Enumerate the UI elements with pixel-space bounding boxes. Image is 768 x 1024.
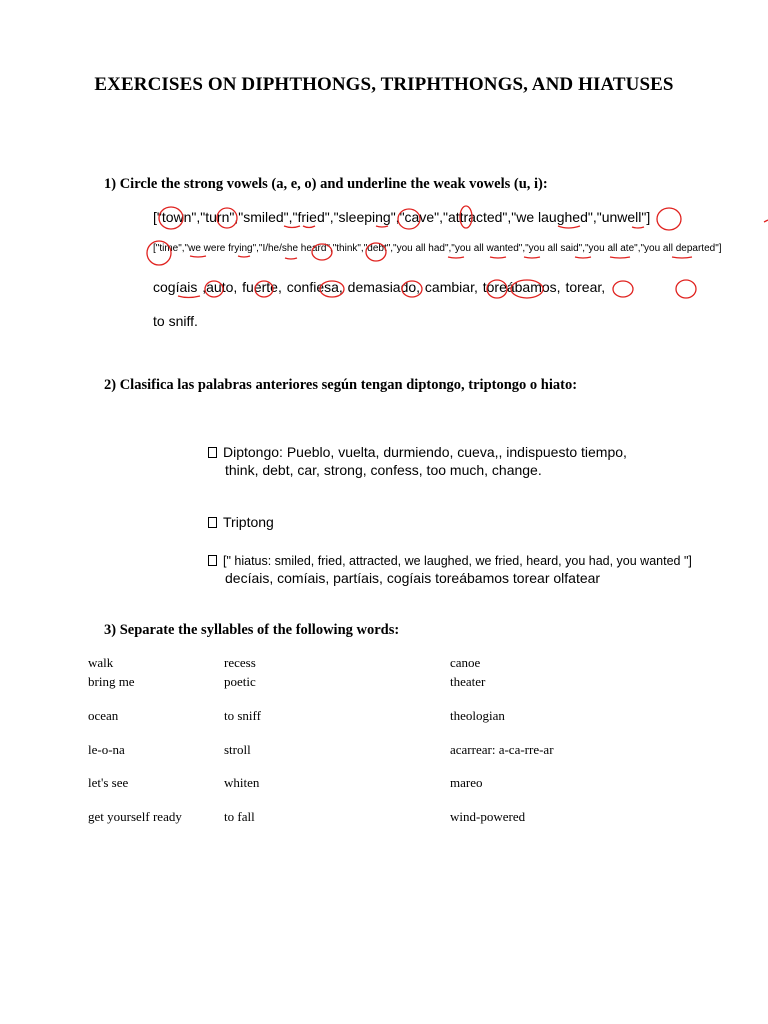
q2-diptongo bbox=[208, 444, 627, 460]
q1-line-4: to sniff. bbox=[153, 313, 198, 329]
table-cell: canoe bbox=[450, 655, 481, 670]
annotation-underline bbox=[303, 226, 315, 228]
q1-line-3: cogíais ,auto, fuerte, confiesa, demasiado, cambiar, toreábamos, torear, bbox=[153, 279, 606, 295]
q2-hiato-line-2: decíais, comíais, partíais, cogíais toreábamos torear olfatear bbox=[225, 570, 601, 586]
annotation-underline bbox=[448, 257, 464, 258]
q1-line-2: ["time","we were frying","I/he/she heard","think","debt","you all had","you all wanted","you all said","you all ate","you all departed"] bbox=[153, 243, 722, 254]
annotation-underline bbox=[376, 226, 388, 227]
table-cell: le-o-na bbox=[88, 742, 125, 757]
annotation-underline bbox=[610, 257, 630, 258]
annotation-underline bbox=[524, 257, 540, 258]
annotation-underline bbox=[284, 226, 300, 228]
q2-triptongo-label: Triptong bbox=[223, 514, 274, 530]
table-cell: walk bbox=[88, 655, 114, 670]
table-cell: wind-powered bbox=[450, 809, 526, 824]
annotation-underline bbox=[764, 220, 768, 222]
table-cell: let's see bbox=[88, 775, 129, 790]
q2-diptongo-line-1: Diptongo: Pueblo, vuelta, durmiendo, cueva,, indispuesto tiempo, bbox=[223, 444, 627, 460]
table-cell: theologian bbox=[450, 708, 505, 723]
q2-hiato bbox=[208, 554, 692, 568]
table-cell: recess bbox=[224, 655, 256, 670]
q2-triptongo bbox=[208, 514, 274, 530]
annotation-underline bbox=[558, 226, 580, 228]
table-cell: to fall bbox=[224, 809, 255, 824]
q2-hiato-line-1: [" hiatus: smiled, fried, attracted, we laughed, we fried, heard, you had, you wanted "] bbox=[223, 554, 692, 568]
annotation-circle bbox=[657, 208, 681, 230]
annotation-underline bbox=[632, 227, 644, 228]
page-title: EXERCISES ON DIPHTHONGS, TRIPHTHONGS, AND HIATUSES bbox=[94, 74, 674, 95]
q1-heading: 1) Circle the strong vowels (a, e, o) and underline the weak vowels (u, i): bbox=[104, 176, 548, 192]
table-cell: poetic bbox=[224, 674, 256, 689]
table-cell: whiten bbox=[224, 775, 260, 790]
table-cell: get yourself ready bbox=[88, 809, 182, 824]
q1-line-1: ["town","turn","smiled","fried","sleeping","cave","attracted","we laughed","unwell"] bbox=[153, 209, 651, 225]
annotation-underline bbox=[178, 296, 200, 298]
annotation-underline bbox=[575, 257, 591, 258]
annotation-underline bbox=[490, 257, 506, 258]
q3-heading: 3) Separate the syllables of the following words: bbox=[104, 622, 400, 638]
annotation-underline bbox=[672, 257, 692, 258]
table-cell: ocean bbox=[88, 708, 119, 723]
annotation-underline bbox=[238, 256, 250, 257]
table-cell: acarrear: a-ca-rre-ar bbox=[450, 742, 554, 757]
table-cell: mareo bbox=[450, 775, 483, 790]
annotation-underline bbox=[285, 258, 297, 259]
q2-heading: 2) Clasifica las palabras anteriores según tengan diptongo, triptongo o hiato: bbox=[104, 377, 578, 393]
table-cell: bring me bbox=[88, 674, 135, 689]
checkbox-bullet-icon bbox=[208, 447, 217, 458]
table-cell: stroll bbox=[224, 742, 251, 757]
checkbox-bullet-icon bbox=[208, 517, 217, 528]
table-cell: to sniff bbox=[224, 708, 261, 723]
checkbox-bullet-icon bbox=[208, 555, 217, 566]
table-cell: theater bbox=[450, 674, 486, 689]
annotation-circle bbox=[613, 281, 633, 297]
q2-diptongo-line-2: think, debt, car, strong, confess, too much, change. bbox=[225, 462, 542, 478]
annotation-underline bbox=[190, 256, 206, 257]
annotation-circle bbox=[676, 280, 696, 298]
